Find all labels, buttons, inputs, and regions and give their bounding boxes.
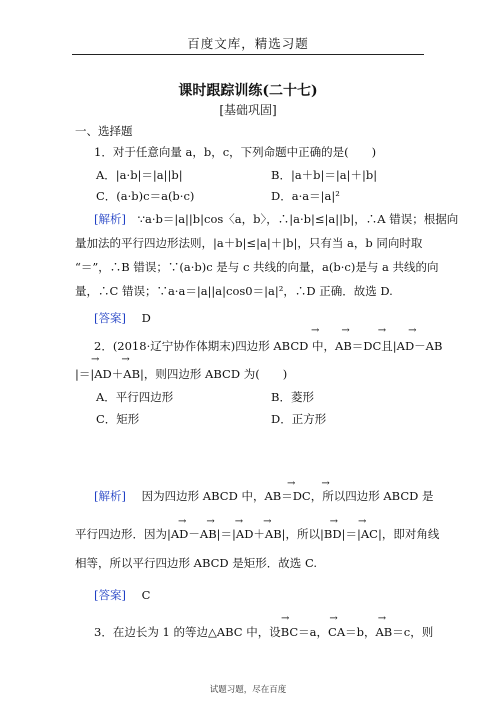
vector-arrow-icon: → [341,325,350,336]
q1-answer-line [94,311,151,325]
q2-analysis-text-1: 因为四边形 ABCD 中，AB＝DC，所以四边形 ABCD 是 [141,489,434,503]
q1-analysis-line-4: 量，∴C 错误；∵a·a＝|a||a|cos0＝|a|²，∴D 正确．故选 D. [75,284,393,298]
q2-vector-arrows-row-1 [311,326,417,336]
section-heading: 一、选择题 [75,124,133,138]
q2-answer-value: C [141,588,151,602]
vector-arrow-icon: → [311,325,320,336]
vector-arrow-icon: → [287,478,296,489]
vector-arrow-icon: → [121,354,130,365]
q1-option-c: C．(a·b)c＝a(b·c) [96,189,195,203]
q1-analysis-line-1 [94,212,458,226]
q1-answer-value: D [141,311,151,325]
q2-analysis-arrows-row-1 [287,479,330,489]
q2-analysis-tag: [解析] [94,489,126,503]
page-footer: 试题习题，尽在百度 [209,685,287,695]
vector-arrow-icon: → [281,613,290,624]
vector-arrow-icon: → [329,613,338,624]
q1-option-d: D．a·a＝|a|² [271,189,340,203]
vector-arrow-icon: → [234,516,244,527]
vector-arrow-icon: → [263,516,272,527]
q2-answer-line [94,588,150,602]
q2-analysis-line-2: 平行四边形．因为|AD－AB|＝|AD＋AB|，所以|BD|＝|AC|，即对角线 [75,527,440,541]
q2-option-c: C．矩形 [96,412,140,426]
vector-arrow-icon: → [377,325,387,336]
page-header-title: 百度文库，精选习题 [187,36,309,51]
q1-analysis-line-2: 量加法的平行四边形法则，|a＋b|≤|a|＋|b|，只有当 a，b 同向时取 [75,236,423,250]
q1-analysis-text-1: ∵a·b＝|a||b|cos〈a，b〉，∴|a·b|≤|a||b|，∴A 错误；根据向 [137,212,459,226]
q2-stem-line-1: 2．(2018·辽宁协作体期末)四边形 ABCD 中，AB＝DC且|AD－AB [94,339,443,353]
vector-arrow-icon: → [377,613,387,624]
q2-option-b: B．菱形 [271,390,314,404]
q2-option-a: A．平行四边形 [96,390,174,404]
q3-stem-line-1: 3．在边长为 1 的等边△ABC 中，设BC＝a，CA＝b，AB＝c，则 [94,625,434,639]
q1-option-a: A．|a·b|＝|a||b| [96,168,183,182]
q1-option-b: B．|a＋b|＝|a|＋|b| [271,168,378,182]
vector-arrow-icon: → [206,516,215,527]
vector-arrow-icon: → [329,516,338,527]
q2-vector-arrows-row-2 [91,355,130,365]
q1-analysis-tag: [解析] [94,212,126,226]
q1-analysis-line-3: “＝”，∴B 错误；∵(a·b)c 是与 c 共线的向量，a(b·c)是与 a 共线的向 [75,260,439,274]
q3-vector-arrows-row [281,614,386,624]
q2-option-d: D．正方形 [271,412,327,426]
vector-arrow-icon: → [178,516,187,527]
document-subtitle: [基础巩固] [219,103,277,117]
q2-answer-tag: [答案] [94,588,126,602]
q1-answer-tag: [答案] [94,311,126,325]
q1-stem: 1．对于任意向量 a，b，c，下列命题中正确的是( ) [94,145,377,159]
vector-arrow-icon: → [357,516,367,527]
header-divider [72,54,424,55]
vector-arrow-icon: → [408,325,417,336]
q2-stem-line-2: |＝|AD＋AB|，则四边形 ABCD 为( ) [75,367,288,381]
vector-arrow-icon: → [321,478,330,489]
vector-arrow-icon: → [91,354,100,365]
q2-analysis-arrows-row-2 [178,517,366,527]
document-title: 课时跟踪训练(二十七) [178,83,318,99]
q2-analysis-line-3: 相等，所以平行四边形 ABCD 是矩形．故选 C. [75,556,317,570]
q2-analysis-line-1 [94,489,434,503]
